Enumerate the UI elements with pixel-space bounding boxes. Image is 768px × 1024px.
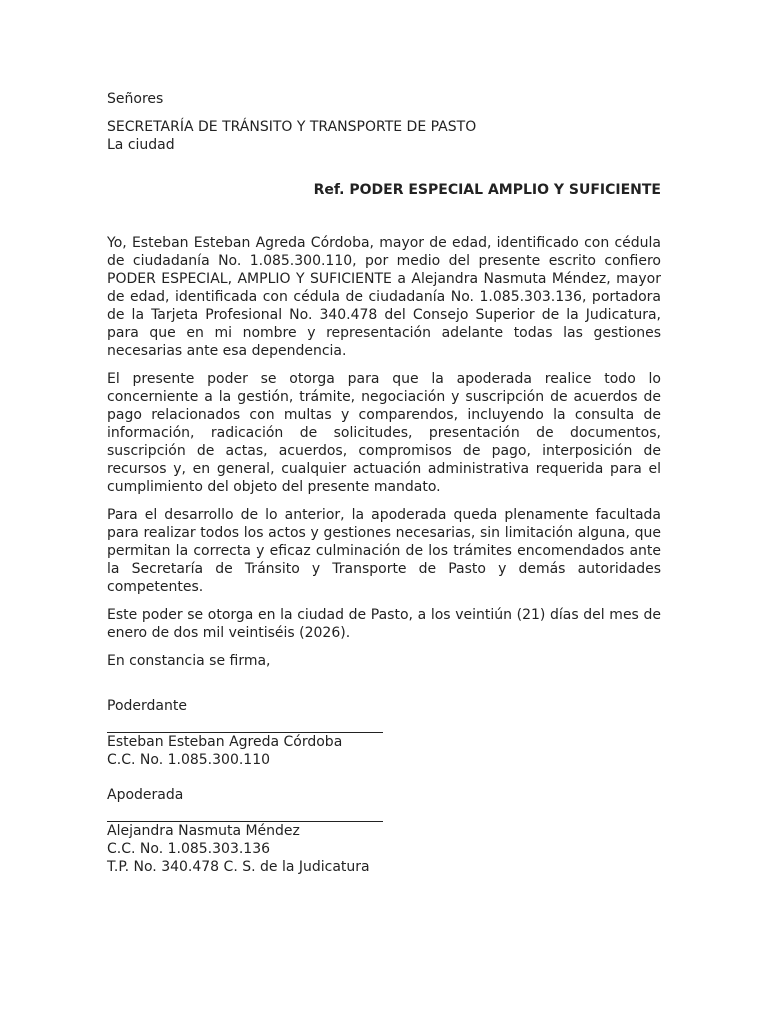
recipient-name: SECRETARÍA DE TRÁNSITO Y TRANSPORTE DE PASTO [107,119,477,135]
recipient-city: La ciudad [107,137,175,153]
paragraph-powers: Para el desarrollo de lo anterior, la apoderada queda plenamente facultada para realizar todos los actos y gestiones necesarias, sin limitación alguna, que permitan la correcta y eficaz culminación de los trámites encomendados ante la Secretaría de Tránsito y Transporte de Pasto y demás autoridades competentes. [107,507,661,595]
attorney-signature-block [107,786,661,876]
paragraph-scope: El presente poder se otorga para que la apoderada realice todo lo concerniente a la gestión, trámite, negociación y suscripción de acuerdos de pago relacionados con multas y comparendos, incluyendo la consulta de información, radicación de solicitudes, presentación de documentos, suscripción de actas, acuerdos, compromisos de pago, interposición de recursos y, en general, cualquier actuación administrativa requerida para el cumplimiento del objeto del presente mandato. [107,371,661,495]
attorney-professional-card: T.P. No. 340.478 C. S. de la Judicatura [107,859,370,875]
attorney-signature-line [107,804,383,822]
reference-line: Ref. PODER ESPECIAL AMPLIO Y SUFICIENTE [313,182,661,198]
salutation: Señores [107,91,164,107]
grantor-id: C.C. No. 1.085.300.110 [107,752,271,768]
grantor-role: Poderdante [107,698,187,714]
grantor-signature-line [107,715,383,733]
attorney-id: C.C. No. 1.085.303.136 [107,841,271,857]
attorney-role: Apoderada [107,787,184,803]
grantor-signature-block [107,697,661,769]
attorney-name: Alejandra Nasmuta Méndez [107,823,300,839]
grantor-name: Esteban Esteban Agreda Córdoba [107,734,343,750]
closing-line: En constancia se firma, [107,653,271,669]
paragraph-date-place: Este poder se otorga en la ciudad de Pasto, a los veintiún (21) días del mes de enero de dos mil veintiséis (2026). [107,607,661,641]
paragraph-grant: Yo, Esteban Esteban Agreda Córdoba, mayor de edad, identificado con cédula de ciudadanía No. 1.085.300.110, por medio del presente escrito confiero PODER ESPECIAL, AMPLIO Y SUFICIENTE a Alejandra Nasmuta Méndez, mayor de edad, identificada con cédula de ciudadanía No. 1.085.303.136, portadora de la Tarjeta Profesional No. 340.478 del Consejo Superior de la Judicatura, para que en mi nombre y representación adelante todas las gestiones necesarias ante esa dependencia. [107,235,661,359]
letter-page [107,90,661,876]
